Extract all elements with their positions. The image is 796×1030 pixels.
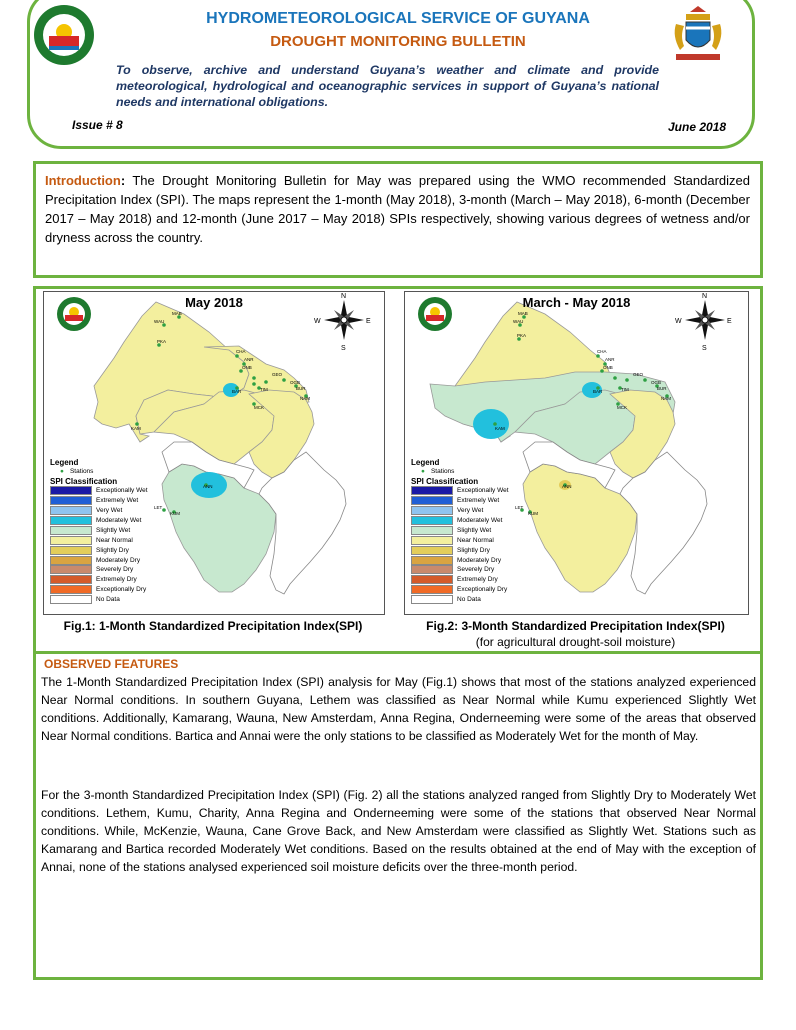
svg-text:ANN: ANN <box>562 484 572 489</box>
svg-text:ONB: ONB <box>603 365 613 370</box>
legend-label: Slightly Dry <box>457 546 490 554</box>
station-symbol-icon: ● <box>421 468 425 476</box>
legend-swatch <box>50 516 92 525</box>
svg-text:MAB: MAB <box>172 311 182 316</box>
legend-swatch <box>411 486 453 495</box>
legend-item <box>411 525 509 535</box>
legend-item <box>411 545 509 555</box>
legend-swatch <box>411 565 453 574</box>
legend-item <box>411 516 509 526</box>
svg-text:BUR: BUR <box>296 386 306 391</box>
legend-item <box>411 565 509 575</box>
map1-legend <box>50 458 148 605</box>
legend-swatch <box>411 595 453 604</box>
legend-swatch <box>50 526 92 535</box>
svg-text:MCK: MCK <box>254 405 264 410</box>
svg-text:CHA: CHA <box>236 349 246 354</box>
legend-label: Near Normal <box>96 536 133 544</box>
svg-text:WAU: WAU <box>513 319 524 324</box>
svg-text:W: W <box>675 318 682 325</box>
introduction-text: The Drought Monitoring Bulletin for May was prepared using the WMO recommended Standardized Precipitation Index (SPI). The maps represent the 1-month (May 2018), 3-month (March – May 2018), 6-month (December 2017 – May 2018) and 12-month (June 2017 – May 2018) SPIs respectively, showing various degrees of wetness and/or dryness across the country. <box>45 173 750 245</box>
legend-label: Severely Dry <box>457 566 495 574</box>
svg-text:PKA: PKA <box>517 333 527 338</box>
svg-text:N: N <box>702 293 708 300</box>
legend-item <box>411 486 509 496</box>
figure-2-subcaption: (for agricultural drought-soil moisture) <box>475 635 676 649</box>
legend-item <box>50 575 148 585</box>
legend-swatch <box>411 526 453 535</box>
legend-item <box>411 535 509 545</box>
legend-label: Slightly Wet <box>457 526 492 534</box>
mission-statement: To observe, archive and understand Guyana’s weather and climate and provide meteorological, hydrological and oceanographic services in support of Guyana’s national needs and international obligations. <box>116 63 659 109</box>
legend-label: Very Wet <box>96 507 123 515</box>
legend-swatch <box>50 575 92 584</box>
legend-item <box>50 506 148 516</box>
legend-item <box>411 506 509 516</box>
map1-title: May 2018 <box>185 295 243 310</box>
svg-text:KAM: KAM <box>495 426 505 431</box>
svg-text:TIM: TIM <box>260 387 268 392</box>
legend-item <box>411 496 509 506</box>
legend-swatch <box>411 556 453 565</box>
legend-item <box>50 486 148 496</box>
svg-text:MAB: MAB <box>518 311 528 316</box>
legend-label: Moderately Wet <box>96 517 142 524</box>
figure-1-caption: Fig.1: 1-Month Standardized Precipitation Index(SPI) <box>63 619 363 633</box>
legend-swatch <box>50 506 92 515</box>
legend-item <box>50 496 148 506</box>
svg-text:ONB: ONB <box>242 365 252 370</box>
svg-text:GEO: GEO <box>272 372 283 377</box>
svg-text:NAM: NAM <box>300 396 310 401</box>
svg-text:W: W <box>314 318 321 325</box>
legend-label: Moderately Wet <box>457 517 503 524</box>
svg-text:BAR: BAR <box>593 389 603 394</box>
svg-text:E: E <box>366 318 371 325</box>
legend-label: Exceptionally Dry <box>96 586 147 594</box>
spi-classification-title: SPI Classification <box>50 476 118 486</box>
svg-text:TIM: TIM <box>621 387 629 392</box>
observed-paragraph-2: For the 3-month Standardized Precipitation Index (SPI) (Fig. 2) all the stations analyzed ranged from Slightly Dry to Moderately Wet conditions. Lethem, Kumu, Charity, Anna Regina and Onderneeming were some of the stations that observed Near Normal conditions. While, McKenzie, Wauna, Cane Grove Back, and New Amsterdam were classified as Slightly Wet. Stations such as Kamarang and Bartica recorded Moderately Wet conditions. Based on the results obtained at the end of May with the exception of Annai, none of the stations analysed experienced soil moisture deficits over the three-month period. <box>41 788 756 874</box>
observed-features-title: OBSERVED FEATURES <box>44 657 179 671</box>
legend-stations: Stations <box>69 468 94 476</box>
legend-swatch <box>411 546 453 555</box>
org-name: HYDROMETEOROLOGICAL SERVICE OF GUYANA <box>206 10 590 27</box>
svg-text:WAU: WAU <box>154 319 165 324</box>
legend-label: Very Wet <box>457 507 484 515</box>
map2-title: March - May 2018 <box>522 295 631 310</box>
legend-swatch <box>50 546 92 555</box>
legend-label: Extremely Dry <box>457 576 498 584</box>
legend-label: Moderately Dry <box>96 556 141 564</box>
legend-title: Legend <box>50 458 79 467</box>
svg-text:ANR: ANR <box>244 357 254 362</box>
legend-item <box>411 555 509 565</box>
legend-item <box>50 535 148 545</box>
svg-text:PKA: PKA <box>157 339 167 344</box>
legend-label: Exceptionally Wet <box>96 487 148 495</box>
observed-paragraph-1: The 1-Month Standardized Precipitation Index (SPI) analysis for May (Fig.1) shows that most of the stations analyzed experienced Near Normal conditions. In southern Guyana, Lethem was classified as Near Normal while Kumu experienced Slightly Wet conditions. Additionally, Kamarang, Wauna, New Amsterdam, Anna Regina, Onderneeming were some of the areas that observed Near Normal conditions. Bartica and Annai were the only stations to be classified as Moderately Wet for the month of May. <box>41 675 756 743</box>
legend-list <box>50 486 148 605</box>
legend-label: Extremely Wet <box>96 497 139 505</box>
legend-swatch <box>411 516 453 525</box>
legend-list <box>411 486 509 605</box>
svg-text:MCK: MCK <box>617 405 627 410</box>
svg-text:S: S <box>702 345 707 352</box>
legend-swatch <box>411 496 453 505</box>
issue-number: Issue # 8 <box>72 118 123 132</box>
legend-swatch <box>50 595 92 604</box>
svg-text:CHA: CHA <box>597 349 607 354</box>
legend-swatch <box>50 585 92 594</box>
legend-item <box>411 575 509 585</box>
legend-item <box>50 565 148 575</box>
legend-swatch <box>50 536 92 545</box>
svg-text:KUM: KUM <box>170 511 180 516</box>
legend-label: Extremely Dry <box>96 576 137 584</box>
legend-label: No Data <box>457 596 481 604</box>
legend-item <box>411 595 509 605</box>
svg-text:BUR: BUR <box>657 386 667 391</box>
svg-text:OGB: OGB <box>290 380 301 385</box>
legend-item <box>50 585 148 595</box>
legend-label: No Data <box>96 596 120 604</box>
legend-item <box>50 595 148 605</box>
svg-text:ANR: ANR <box>605 357 615 362</box>
legend-swatch <box>411 506 453 515</box>
spi-classification-title: SPI Classification <box>411 476 479 486</box>
legend-label: Severely Dry <box>96 566 134 574</box>
introduction-box <box>33 161 763 278</box>
spi-map-3month <box>404 291 749 615</box>
legend-label: Slightly Dry <box>96 546 129 554</box>
legend-item <box>50 516 148 526</box>
svg-text:N: N <box>341 293 347 300</box>
legend-item <box>50 555 148 565</box>
legend-label: Moderately Dry <box>457 556 502 564</box>
legend-label: Exceptionally Dry <box>457 586 508 594</box>
spi-map-1month <box>43 291 385 615</box>
svg-text:NAM: NAM <box>661 396 671 401</box>
svg-text:BAR: BAR <box>232 389 242 394</box>
svg-text:GEO: GEO <box>633 372 644 377</box>
svg-text:KAM: KAM <box>131 426 141 431</box>
legend-title: Legend <box>411 458 440 467</box>
legend-label: Near Normal <box>457 536 494 544</box>
issue-date: June 2018 <box>668 120 727 134</box>
legend-item <box>50 525 148 535</box>
legend-swatch <box>411 536 453 545</box>
bulletin-title: DROUGHT MONITORING BULLETIN <box>270 33 526 50</box>
legend-stations: Stations <box>430 468 455 476</box>
station-symbol-icon: ● <box>60 468 64 476</box>
legend-label: Exceptionally Wet <box>457 487 509 495</box>
legend-label: Slightly Wet <box>96 526 131 534</box>
svg-text:LET: LET <box>515 505 524 510</box>
legend-label: Extremely Wet <box>457 497 500 505</box>
legend-swatch <box>50 556 92 565</box>
svg-text:ANN: ANN <box>203 484 213 489</box>
legend-item <box>50 545 148 555</box>
svg-text:E: E <box>727 318 732 325</box>
map2-legend <box>411 458 509 605</box>
legend-swatch <box>50 496 92 505</box>
svg-text:LET: LET <box>154 505 163 510</box>
svg-text:KUM: KUM <box>528 511 538 516</box>
legend-item <box>411 585 509 595</box>
svg-text:OGB: OGB <box>651 380 662 385</box>
legend-swatch <box>411 585 453 594</box>
legend-swatch <box>50 486 92 495</box>
introduction-colon: : <box>120 173 126 188</box>
svg-text:S: S <box>341 345 346 352</box>
legend-swatch <box>411 575 453 584</box>
introduction-label: Introduction <box>45 173 121 188</box>
figure-2-caption: Fig.2: 3-Month Standardized Precipitation Index(SPI) <box>426 619 725 633</box>
legend-swatch <box>50 565 92 574</box>
